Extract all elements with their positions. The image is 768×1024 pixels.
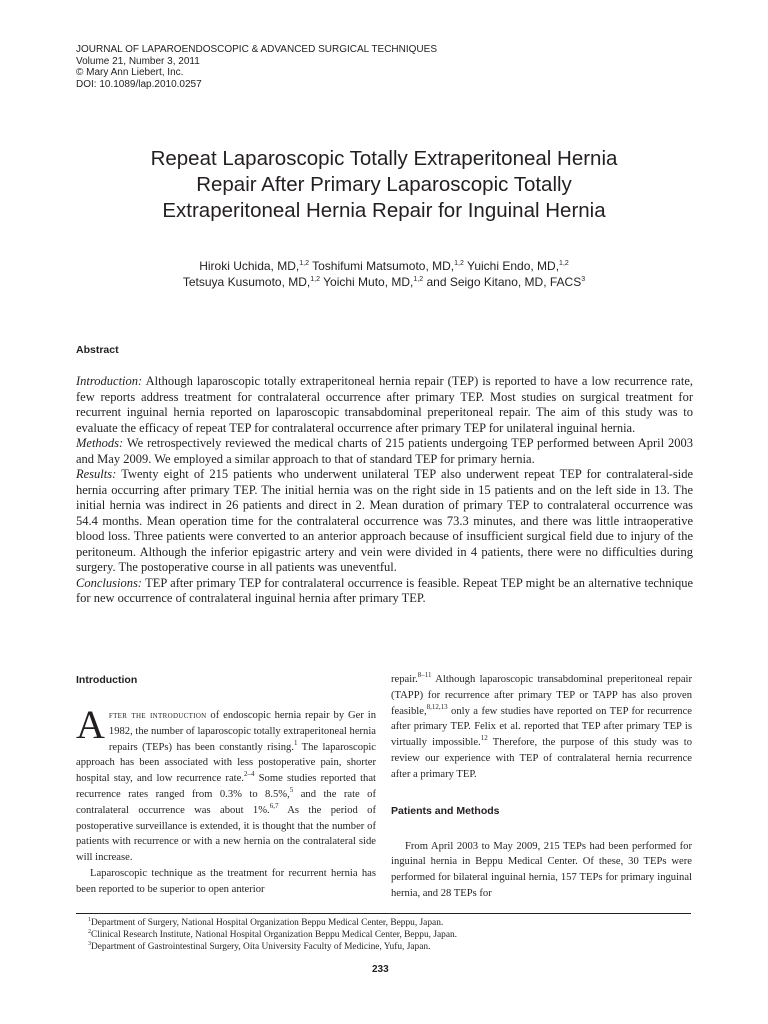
author-affiliation: 1,2 bbox=[299, 260, 309, 267]
abstract-methods bbox=[76, 436, 693, 467]
paragraph-text: only a few studies have reported on TEP for recurrence after primary TEP. Felix et al. reported that TEP after primary TEP is virtually impossible. bbox=[391, 705, 692, 749]
author-name: Toshifumi Matsumoto, MD, bbox=[312, 259, 455, 273]
abstract-text: We retrospectively reviewed the medical charts of 215 patients undergoing TEP performed between April 2003 and May 2009. We employed a similar approach to that of standard TEP for primary hernia. bbox=[76, 436, 693, 466]
author-list bbox=[84, 258, 684, 290]
paragraph-text: of endoscopic hernia repair by Ger in 1982, the number of laparoscopic totally extraperitoneal hernia repairs (TEPs) has been constantly rising. bbox=[108, 710, 377, 753]
footnote bbox=[88, 930, 457, 942]
abstract-label: Conclusions: bbox=[76, 575, 142, 590]
citation-ref: 1 bbox=[293, 738, 298, 747]
abstract-label: Introduction: bbox=[76, 374, 143, 388]
citation-ref: 2–4 bbox=[243, 770, 255, 779]
author-name: Yoichi Muto, MD, bbox=[323, 275, 414, 289]
paragraph-text: Some studies reported that recurrence rates ranged from 0.3% to 8.5%, bbox=[76, 773, 376, 800]
page-number: 233 bbox=[372, 964, 389, 975]
footnote-mark: 1 bbox=[88, 917, 91, 923]
journal-header bbox=[76, 44, 437, 90]
citation-ref: 8–11 bbox=[417, 671, 432, 679]
title-line: Extraperitoneal Hernia Repair for Inguinal Hernia bbox=[162, 199, 606, 222]
affiliation-footnotes bbox=[88, 918, 457, 953]
journal-doi: DOI: 10.1089/lap.2010.0257 bbox=[76, 78, 202, 90]
footnote-text: Department of Gastrointestinal Surgery, Oita University Faculty of Medicine, Yufu, Japan. bbox=[91, 941, 431, 952]
abstract-conclusions bbox=[76, 576, 693, 607]
abstract-text: Twenty eight of 215 patients who underwent unilateral TEP also underwent repeat TEP for contralateral-side hernia occurring after primary TEP. The initial hernia was on the right side in 15 patients and on the left side in 13. The initial hernia was indirect in 26 patients and direct in 2. Mean duration of primary TEP to contralateral occurrence was 54.4 months. Mean operation time for the contralateral occurrence was 73.3 minutes, and there was little intraoperative blood loss. Three patients were converted to an anterior approach because of insufficient surgical field due to injury of the peritoneum. Although the inferior epigastric artery and vein were divided in 4 patients, there were no difficulties during surgery. The postoperative course in all patients was uneventful. bbox=[76, 467, 693, 574]
left-column bbox=[76, 672, 376, 898]
footnote bbox=[88, 942, 457, 954]
title-line: Repair After Primary Laparoscopic Totally bbox=[196, 173, 572, 196]
author-affiliation: 1,2 bbox=[413, 276, 424, 283]
footnote-divider bbox=[76, 913, 691, 914]
abstract-label: Methods: bbox=[76, 436, 124, 450]
author-line bbox=[84, 274, 684, 290]
paragraph-text: and the rate of contralateral occurrence was about 1%. bbox=[76, 788, 376, 816]
author-line bbox=[84, 258, 684, 274]
footnote-mark: 2 bbox=[88, 928, 91, 935]
author-affiliation: 1,2 bbox=[310, 276, 320, 283]
citation-ref: 6,7 bbox=[269, 801, 279, 810]
author-name: Yuichi Endo, MD, bbox=[467, 259, 560, 273]
paragraph bbox=[391, 672, 692, 783]
section-heading-patients-methods: Patients and Methods bbox=[391, 804, 500, 817]
footnote-text: Clinical Research Institute, National Hospital Organization Beppu Medical Center, Beppu, Japan. bbox=[91, 929, 458, 940]
small-caps-lead: fter the introduction bbox=[108, 710, 207, 721]
citation-ref: 8,12,13 bbox=[426, 702, 448, 711]
paragraph-text: repair. bbox=[391, 674, 418, 685]
journal-volume: Volume 21, Number 3, 2011 bbox=[76, 55, 200, 67]
footnote-text: Department of Surgery, National Hospital Organization Beppu Medical Center, Beppu, Japan. bbox=[91, 918, 444, 928]
author-affiliation: 3 bbox=[581, 276, 586, 283]
paragraph: From April 2003 to May 2009, 215 TEPs had been performed for inguinal hernia in Beppu Medical Center. Of these, 30 TEPs were performed for bilateral inguinal hernia, 157 TEPs for primary inguinal hernia, and 28 TEPs for bbox=[391, 840, 692, 899]
abstract-body bbox=[76, 374, 693, 607]
citation-ref: 5 bbox=[289, 785, 294, 794]
abstract-introduction bbox=[76, 374, 693, 436]
paragraph-text: As the period of postoperative surveillance is extended, it is thought that the number of patients with recurrence or with a new hernia on the contralateral side will increase. bbox=[76, 804, 376, 864]
author-name: Hiroki Uchida, MD, bbox=[199, 259, 300, 273]
author-affiliation: 1,2 bbox=[454, 260, 464, 267]
footnote bbox=[88, 918, 457, 930]
abstract-label: Results: bbox=[76, 467, 117, 481]
section-heading-introduction: Introduction bbox=[76, 674, 138, 686]
paragraph-text: The laparoscopic approach has been associated with less postoperative pain, shorter hospital stay, and low recurrence rate. bbox=[76, 741, 376, 785]
title-line: Repeat Laparoscopic Totally Extraperitoneal Hernia bbox=[150, 147, 618, 170]
article-title bbox=[64, 146, 704, 224]
footnote-mark: 3 bbox=[88, 940, 91, 947]
right-column bbox=[391, 672, 692, 902]
paragraph: Laparoscopic technique as the treatment for recurrent hernia has been reported to be superior to open anterior bbox=[76, 867, 376, 895]
abstract-text: TEP after primary TEP for contralateral occurrence is feasible. Repeat TEP might be an alternative technique for new occurrence of contralateral inguinal hernia after primary TEP. bbox=[76, 575, 693, 605]
abstract-heading: Abstract bbox=[76, 344, 119, 356]
abstract-results bbox=[76, 467, 693, 576]
paragraph bbox=[76, 702, 377, 866]
journal-copyright: © Mary Ann Liebert, Inc. bbox=[76, 67, 184, 78]
citation-ref: 12 bbox=[480, 734, 488, 743]
paragraph-text: Although laparoscopic transabdominal preperitoneal repair (TAPP) for recurrence after primary TEP or TAPP has also proven feasible, bbox=[391, 674, 692, 717]
journal-name: JOURNAL OF LAPAROENDOSCOPIC & ADVANCED SURGICAL TECHNIQUES bbox=[76, 44, 437, 55]
author-name: and Seigo Kitano, MD, FACS bbox=[426, 275, 582, 289]
paragraph-text: Therefore, the purpose of this study was to review our experience with TEP of contralateral hernia recurrence after a primary TEP. bbox=[391, 737, 692, 780]
author-affiliation: 1,2 bbox=[559, 260, 569, 267]
abstract-text: Although laparoscopic totally extraperitoneal hernia repair (TEP) is reported to have a low recurrence rate, few reports address treatment for contralateral occurrence after primary TEP. Most studies on surgical treatment for recurrent inguinal hernia reported on laparoscopic transabdominal preperitoneal repair. The aim of this study was to evaluate the efficacy of repeat TEP for contralateral occurrence after primary TEP for unilateral inguinal hernia. bbox=[76, 374, 693, 435]
author-name: Tetsuya Kusumoto, MD, bbox=[182, 275, 311, 289]
drop-cap: A bbox=[76, 702, 105, 747]
